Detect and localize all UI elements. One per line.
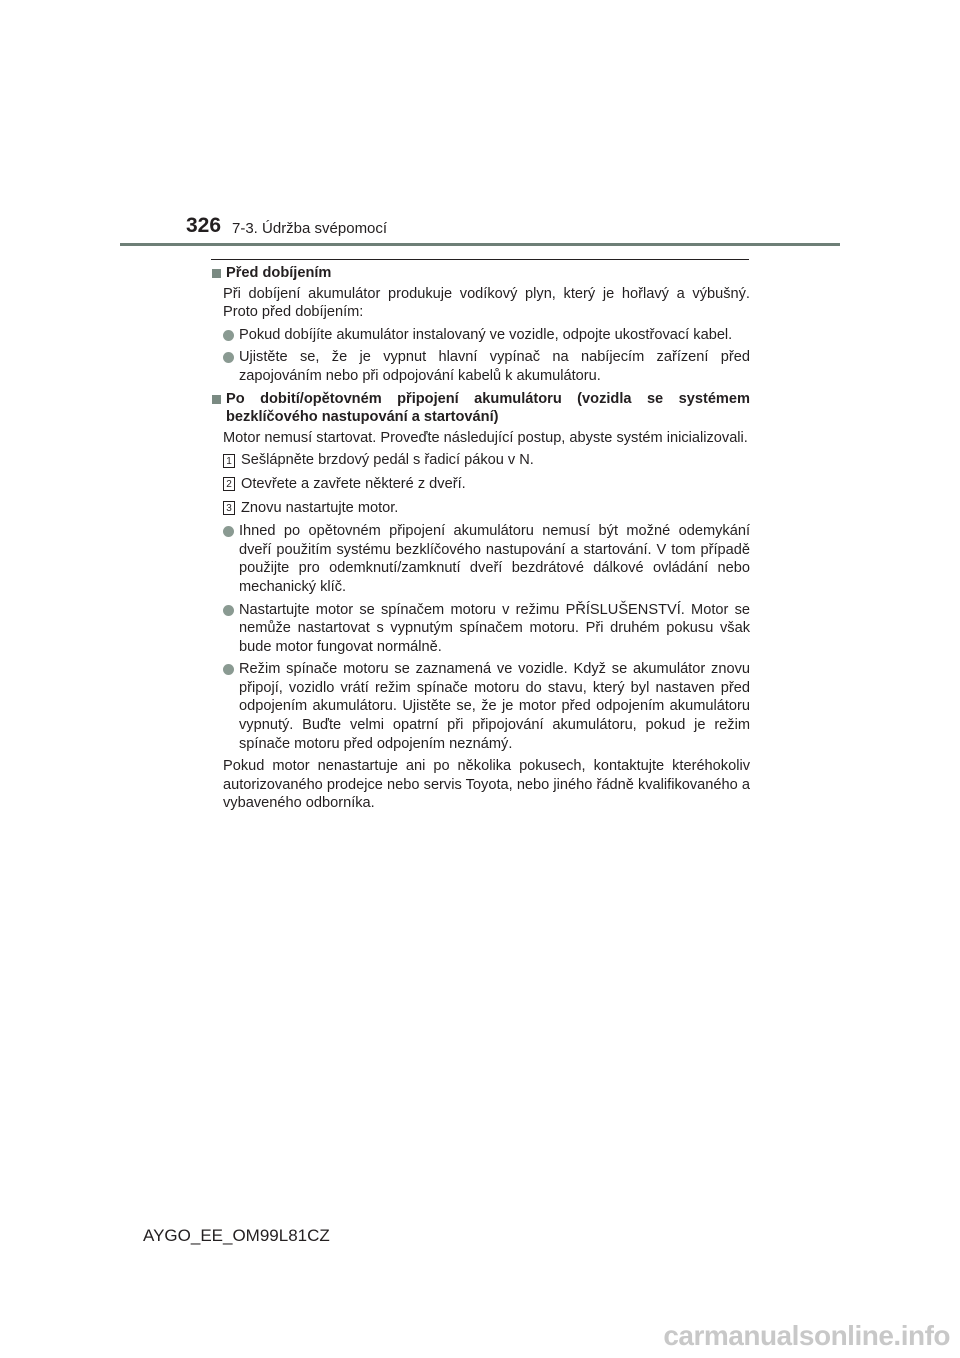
- step-text: Znovu nastartujte motor.: [241, 499, 399, 516]
- content-area: [210, 264, 750, 817]
- section-heading: Před dobíjením: [210, 264, 750, 283]
- list-item: Pokud dobíjíte akumulátor instalovaný ve vozidle, odpojte ukostřovací kabel.: [223, 326, 750, 345]
- step-number: 1: [223, 454, 235, 468]
- closing-paragraph: Pokud motor nenastartuje ani po několika pokusech, kontaktujte kteréhokoliv autorizovaného prodejce nebo servis Toyota, nebo jiného řádně kvalifikovaného a vybaveného odborníka.: [223, 758, 750, 812]
- step-item: [223, 451, 750, 470]
- section-title: 7-3. Údržba svépomocí: [232, 220, 388, 237]
- document-code: AYGO_EE_OM99L81CZ: [143, 1226, 330, 1245]
- step-number: 3: [223, 501, 235, 515]
- square-bullet-icon: [212, 269, 221, 278]
- list-item: Ihned po opětovném připojení akumulátoru nemusí být možné odemykání dveří použitím systému bezklíčového nastupování a startování. V tom případě použijte pro odemknutí/zamknutí dveří bezdrátové dálkové ovládání nebo mechanický klíč.: [223, 522, 750, 596]
- content-top-rule: [211, 259, 749, 260]
- header-rule: [120, 243, 840, 246]
- step-item: [223, 499, 750, 518]
- section-heading: Po dobití/opětovném připojení akumulátoru (vozidla se systémem bezklíčového nastupování a startování): [210, 390, 750, 427]
- circle-bullet-icon: [223, 330, 234, 341]
- section-intro: Při dobíjení akumulátor produkuje vodíkový plyn, který je hořlavý a výbušný. Proto před dobíjením:: [223, 285, 750, 321]
- list-item: Režim spínače motoru se zaznamená ve vozidle. Když se akumulátor znovu připojí, vozidlo vrátí režim spínače motoru do stavu, který byl nastaven před odpojením akumulátoru. Ujistěte se, že je motor před odpojením akumulátoru vypnutý. Buďte velmi opatrní při připojování akumulátoru, pokud je režim spínače motoru před odpojením neznámý.: [223, 660, 750, 753]
- step-item: [223, 475, 750, 494]
- step-text: Otevřete a zavřete některé z dveří.: [241, 475, 466, 492]
- circle-bullet-icon: [223, 352, 234, 363]
- page-number: 326: [186, 214, 222, 237]
- watermark: carmanualsonline.info: [663, 1320, 950, 1351]
- list-item: Nastartujte motor se spínačem motoru v režimu PŘÍSLUŠENSTVÍ. Motor se nemůže nastartovat s vypnutým spínačem motoru. Při druhém pokusu však bude motor fungovat normálně.: [223, 601, 750, 657]
- section-intro: Motor nemusí startovat. Proveďte následující postup, abyste systém inicializovali.: [223, 429, 748, 446]
- list-item: Ujistěte se, že je vypnut hlavní vypínač na nabíjecím zařízení před zapojováním nebo při odpojování kabelů k akumulátoru.: [223, 348, 750, 385]
- square-bullet-icon: [212, 395, 221, 404]
- circle-bullet-icon: [223, 526, 234, 537]
- circle-bullet-icon: [223, 664, 234, 675]
- circle-bullet-icon: [223, 605, 234, 616]
- step-text: Sešlápněte brzdový pedál s řadicí pákou v N.: [241, 452, 534, 469]
- step-number: 2: [223, 477, 235, 491]
